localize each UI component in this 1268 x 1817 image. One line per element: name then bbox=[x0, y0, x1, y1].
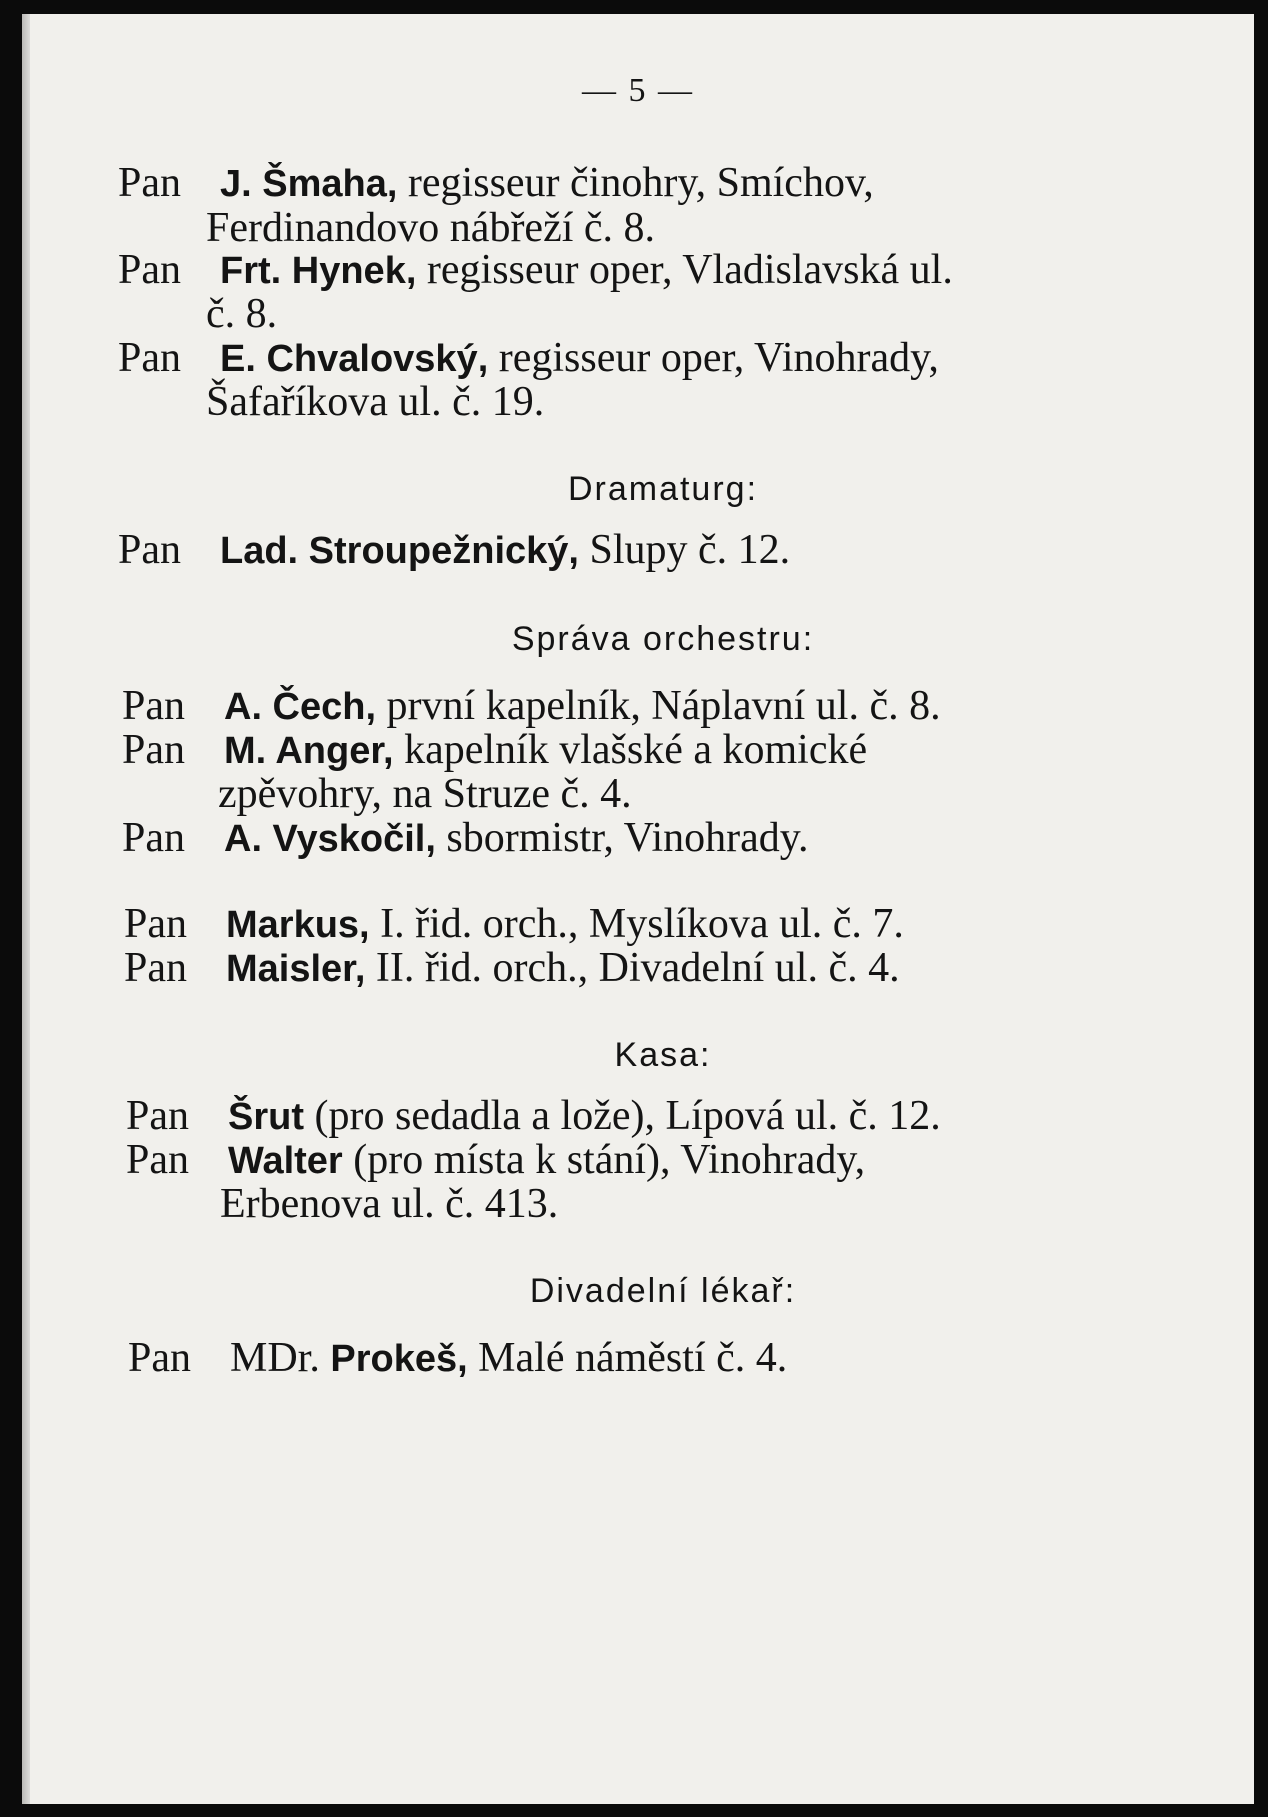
document-page bbox=[22, 14, 1254, 1804]
entry-srut bbox=[126, 1092, 941, 1140]
entry-vyskocil bbox=[122, 814, 809, 862]
entry-cech bbox=[122, 682, 941, 730]
person-name: Maisler, bbox=[226, 948, 366, 990]
person-name: Šrut bbox=[228, 1096, 304, 1138]
entry-title: Pan bbox=[126, 1137, 189, 1183]
entry-details: sbormistr, Vinohrady. bbox=[446, 815, 809, 861]
entry-details: II. řid. orch., Divadelní ul. č. 4. bbox=[375, 945, 900, 991]
entry-chvalovsky bbox=[118, 334, 939, 382]
person-name: Frt. Hynek, bbox=[220, 250, 417, 292]
entry-title: Pan bbox=[118, 160, 181, 206]
entry-walter bbox=[126, 1136, 865, 1184]
entry-details: Slupy č. 12. bbox=[589, 527, 791, 573]
entry-details: první kapelník, Náplavní ul. č. 8. bbox=[386, 683, 941, 729]
person-name: Lad. Stroupežnický, bbox=[220, 530, 579, 572]
entry-details: I. řid. orch., Myslíkova ul. č. 7. bbox=[380, 901, 904, 947]
person-name: Walter bbox=[228, 1140, 343, 1182]
entry-details: (pro sedadla a lože), Lípová ul. č. 12. bbox=[314, 1093, 941, 1139]
section-heading-theatre-doctor: Divadelní lékař: bbox=[529, 1272, 797, 1310]
page-spine-shadow bbox=[22, 14, 30, 1804]
entry-smaha-continued: Ferdinandovo nábřeží č. 8. bbox=[206, 205, 656, 251]
entry-details: (pro místa k stání), Vinohrady, bbox=[353, 1137, 866, 1183]
entry-walter-continued: Erbenova ul. č. 413. bbox=[220, 1181, 559, 1227]
section-heading-box-office: Kasa: bbox=[614, 1036, 712, 1074]
entry-details: regisseur oper, Vladislavská ul. bbox=[426, 247, 953, 293]
person-name: A. Vyskočil, bbox=[224, 818, 436, 860]
entry-title: Pan bbox=[118, 247, 181, 293]
entry-markus bbox=[124, 900, 904, 948]
entry-title: Pan bbox=[122, 727, 185, 773]
person-name: J. Šmaha, bbox=[220, 163, 398, 205]
entry-details: regisseur oper, Vinohrady, bbox=[498, 335, 939, 381]
entry-title: Pan bbox=[124, 945, 187, 991]
entry-chvalovsky-continued: Šafaříkova ul. č. 19. bbox=[206, 379, 545, 425]
person-name: A. Čech, bbox=[224, 686, 377, 728]
entry-hynek bbox=[118, 246, 953, 294]
entry-details: kapelník vlašské a komické bbox=[404, 727, 868, 773]
entry-title: Pan bbox=[118, 527, 181, 573]
entry-details: regisseur činohry, Smíchov, bbox=[407, 160, 874, 206]
person-name: Prokeš, bbox=[330, 1338, 468, 1380]
entry-hynek-continued: č. 8. bbox=[206, 291, 278, 337]
entry-prokes bbox=[128, 1334, 787, 1382]
person-name: E. Chvalovský, bbox=[220, 338, 489, 380]
page-number: — 5 — bbox=[582, 72, 694, 109]
entry-details: Malé náměstí č. 4. bbox=[478, 1335, 788, 1381]
entry-anger-continued: zpěvohry, na Struze č. 4. bbox=[218, 771, 632, 817]
person-name: Markus, bbox=[226, 904, 370, 946]
entry-title: Pan bbox=[122, 815, 185, 861]
entry-maisler bbox=[124, 944, 900, 992]
entry-title: Pan bbox=[122, 683, 185, 729]
section-heading-orchestra: Správa orchestru: bbox=[511, 620, 815, 658]
entry-stroupeznicky bbox=[118, 526, 790, 574]
entry-title: Pan bbox=[124, 901, 187, 947]
entry-title: Pan bbox=[126, 1093, 189, 1139]
academic-title: MDr. bbox=[230, 1335, 320, 1381]
person-name: M. Anger, bbox=[224, 730, 394, 772]
entry-anger bbox=[122, 726, 867, 774]
section-heading-dramaturg: Dramaturg: bbox=[567, 470, 759, 508]
entry-title: Pan bbox=[118, 335, 181, 381]
entry-smaha bbox=[118, 159, 874, 207]
entry-title: Pan bbox=[128, 1335, 191, 1381]
